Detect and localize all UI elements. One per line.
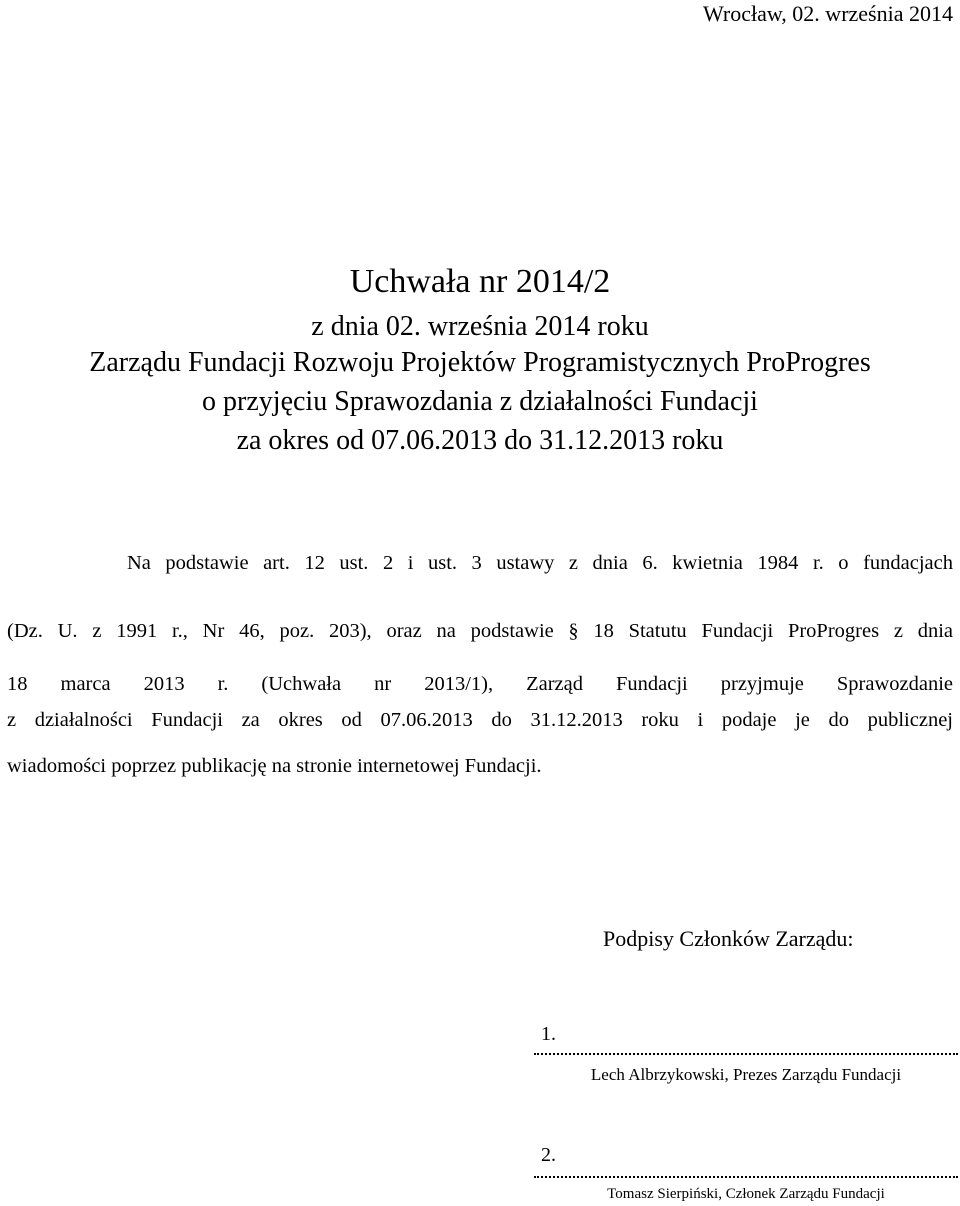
signature-number: 1. [541,1023,556,1045]
place-and-date: Wrocław, 02. września 2014 [703,1,953,26]
body-line-3: 18 marca 2013 r. (Uchwała nr 2013/1), Zarząd Fundacji przyjmuje Sprawozdanie [7,673,953,695]
signature-line [534,1176,958,1178]
signatory-name: Lech Albrzykowski, Prezes Zarządu Fundacji [590,1065,902,1084]
signature-line [534,1053,958,1055]
body-line-2-start: (Dz. U. z 1991 r., Nr 46, poz. 203), oraz na podstawie [7,620,554,642]
body-line-4: z działalności Fundacji za okres od 07.06.2013 do 31.12.2013 roku i podaje je do publicznej [7,709,953,731]
section-sign: § [568,620,579,642]
body-line-5: wiadomości poprzez publikację na stronie internetowej Fundacji. [7,755,542,777]
resolution-period: za okres od 07.06.2013 do 31.12.2013 roku [236,425,724,456]
body-line-2-end: 18 Statutu Fundacji ProProgres z dnia [593,620,953,642]
body-line-2 [7,618,953,644]
resolution-issuer: Zarządu Fundacji Rozwoju Projektów Programistycznych ProProgres [89,347,871,378]
body-line-1: Na podstawie art. 12 ust. 2 i ust. 3 ustawy z dnia 6. kwietnia 1984 r. o fundacjach [127,552,953,574]
signatures-heading: Podpisy Członków Zarządu: [603,926,854,951]
signatory-name: Tomasz Sierpiński, Członek Zarządu Fundacji [607,1186,885,1202]
signature-number: 2. [541,1144,556,1166]
resolution-number: Uchwała nr 2014/2 [349,263,611,300]
resolution-date: z dnia 02. września 2014 roku [311,311,649,342]
resolution-subject: o przyjęciu Sprawozdania z działalności Fundacji [202,386,758,417]
